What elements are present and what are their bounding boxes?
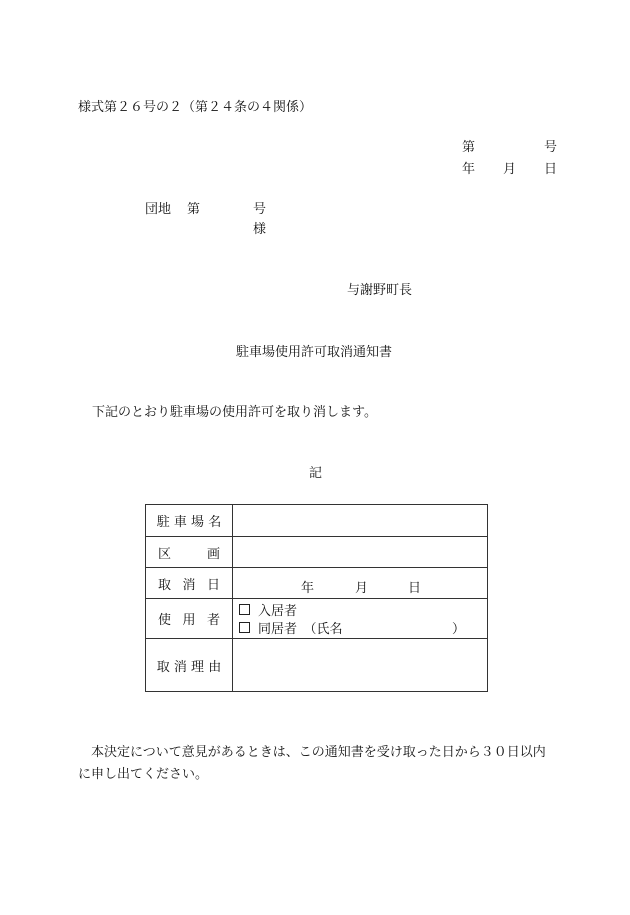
value-reason[interactable] — [233, 639, 488, 692]
document-title: 駐車場使用許可取消通知書 — [236, 345, 393, 360]
ki-heading: 記 — [309, 466, 323, 481]
recipient-honorific: 様 — [253, 222, 267, 237]
row-user — [146, 599, 488, 639]
cancel-day-label: 日 — [408, 581, 422, 596]
value-section[interactable] — [233, 537, 488, 568]
row-cancel-date — [146, 568, 488, 599]
doc-number-suffix: 号 — [544, 140, 558, 155]
recipient-go: 号 — [253, 202, 267, 217]
value-user — [233, 599, 488, 639]
document-body: 下記のとおり駐車場の使用許可を取り消します。 — [92, 405, 377, 420]
value-cancel-date[interactable] — [233, 568, 488, 599]
checkbox-icon[interactable] — [239, 604, 250, 615]
row-section — [146, 537, 488, 568]
cancel-year-label: 年 — [301, 581, 315, 596]
issue-date-month: 月 — [503, 162, 517, 177]
label-reason: 取 消 理 由 — [146, 639, 233, 692]
checkbox-icon[interactable] — [239, 622, 250, 633]
form-number: 様式第２６号の２（第２４条の４関係） — [78, 100, 313, 115]
row-parking-name — [146, 505, 488, 537]
sender-name: 与謝野町長 — [347, 283, 413, 298]
option-cohabitant-label: 同居者 （氏名 — [258, 622, 343, 637]
option-cohabitant[interactable] — [233, 619, 487, 637]
label-parking-name: 駐 車 場 名 — [146, 505, 233, 537]
value-parking-name[interactable] — [233, 505, 488, 537]
option-cohabitant-close: ） — [451, 622, 465, 637]
label-user: 使 用 者 — [146, 599, 233, 639]
issue-date-day: 日 — [544, 162, 558, 177]
doc-number-label: 第 — [462, 140, 476, 155]
label-cancel-date: 取 消 日 — [146, 568, 233, 599]
option-resident-label: 入居者 — [258, 604, 298, 619]
cancel-month-label: 月 — [355, 581, 369, 596]
label-section: 区 画 — [146, 537, 233, 568]
option-resident[interactable] — [233, 601, 487, 619]
details-table — [145, 504, 488, 692]
recipient-dai: 第 — [187, 202, 201, 217]
issue-date-year: 年 — [462, 162, 476, 177]
row-reason — [146, 639, 488, 692]
appeal-note: 本決定について意見があるときは、この通知書を受け取った日から３０日以内に申し出てください。 — [78, 745, 546, 782]
recipient-danchi: 団地 — [145, 202, 172, 217]
